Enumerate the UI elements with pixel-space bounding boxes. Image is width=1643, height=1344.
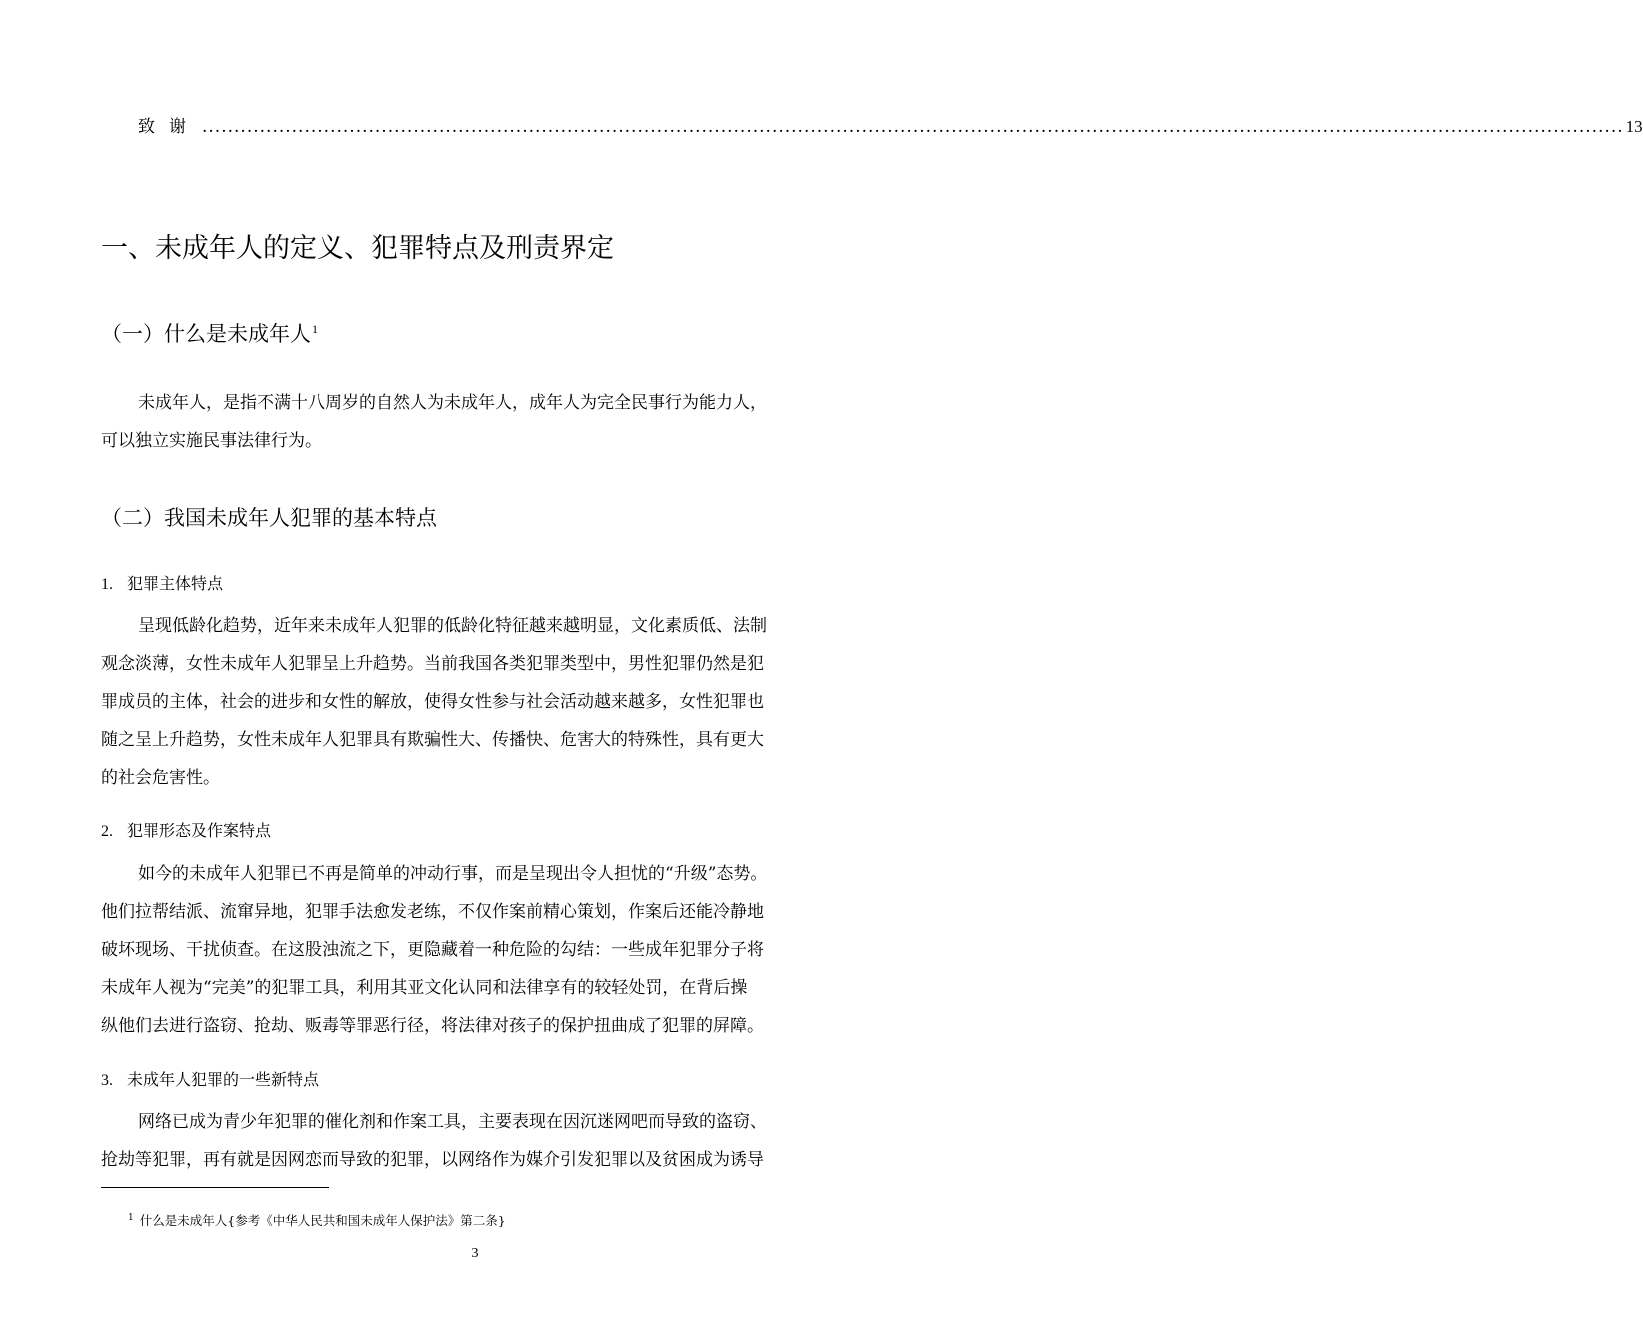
text-line: 网络已成为青少年犯罪的催化剂和作案工具，主要表现在因沉迷网吧而导致的盗窃、 bbox=[138, 1112, 767, 1132]
toc-label: 致谢 bbox=[138, 117, 200, 137]
item-heading-1 bbox=[101, 571, 223, 594]
text-line: 随之呈上升趋势，女性未成年人犯罪具有欺骗性大、传播快、危害大的特殊性，具有更大 bbox=[101, 730, 764, 750]
item-number: 3. bbox=[101, 1072, 113, 1089]
subsection-heading-1 bbox=[101, 318, 318, 348]
toc-leader-dots: .............................................................................................................................................................................................................................. bbox=[202, 117, 1624, 137]
footnote-separator bbox=[101, 1187, 329, 1188]
item-title: 犯罪形态及作案特点 bbox=[127, 821, 272, 840]
item-title: 犯罪主体特点 bbox=[127, 574, 224, 593]
text-line: 破坏现场、干扰侦查。在这股浊流之下，更隐藏着一种危险的勾结：一些成年犯罪分子将 bbox=[101, 940, 764, 960]
text-line: 抢劫等犯罪，再有就是因网恋而导致的犯罪，以网络作为媒介引发犯罪以及贫困成为诱导 bbox=[101, 1150, 764, 1170]
footnote-marker: 1 bbox=[128, 1212, 134, 1223]
text-line: 他们拉帮结派、流窜异地，犯罪手法愈发老练，不仅作案前精心策划，作案后还能冷静地 bbox=[101, 902, 764, 922]
text-line: 罪成员的主体，社会的进步和女性的解放，使得女性参与社会活动越来越多，女性犯罪也 bbox=[101, 692, 764, 712]
paragraph-new-features bbox=[101, 1103, 857, 1179]
subsection-heading-2: （二）我国未成年人犯罪的基本特点 bbox=[101, 506, 437, 530]
text-line: 如今的未成年人犯罪已不再是简单的冲动行事，而是呈现出令人担忧的“升级”态势。 bbox=[138, 864, 768, 884]
text-line: 观念淡薄，女性未成年人犯罪呈上升趋势。当前我国各类犯罪类型中，男性犯罪仍然是犯 bbox=[101, 654, 764, 674]
text-line: 未成年人视为“完美”的犯罪工具，利用其亚文化认同和法律享有的较轻处罚，在背后操 bbox=[101, 978, 748, 998]
paragraph-definition bbox=[101, 384, 857, 460]
text-line: 呈现低龄化趋势，近年来未成年人犯罪的低龄化特征越来越明显，文化素质低、法制 bbox=[138, 616, 767, 636]
toc-entry-acknowledgements[interactable] bbox=[138, 112, 1643, 142]
paragraph-crime-forms bbox=[101, 855, 857, 1045]
section-heading-1: 一、未成年人的定义、犯罪特点及刑责界定 bbox=[101, 233, 614, 264]
paragraph-subject-features bbox=[101, 607, 857, 797]
text-line: 可以独立实施民事法律行为。 bbox=[101, 431, 322, 451]
text-line: 未成年人，是指不满十八周岁的自然人为未成年人，成年人为完全民事行为能力人， bbox=[138, 393, 767, 413]
toc-page-number: 13 bbox=[1625, 117, 1643, 136]
text-line: 的社会危害性。 bbox=[101, 768, 220, 788]
item-heading-3 bbox=[101, 1067, 319, 1090]
footnote-text: 什么是未成年人{参考《中华人民共和国未成年人保护法》第二条} bbox=[139, 1213, 506, 1228]
text-line: 纵他们去进行盗窃、抢劫、贩毒等罪恶行径，将法律对孩子的保护扭曲成了犯罪的屏障。 bbox=[101, 1016, 764, 1036]
item-number: 2. bbox=[101, 823, 113, 840]
footnote-reference[interactable]: 1 bbox=[312, 322, 318, 336]
page-number: 3 bbox=[471, 1246, 479, 1261]
item-title: 未成年人犯罪的一些新特点 bbox=[127, 1070, 320, 1089]
item-heading-2 bbox=[101, 818, 271, 841]
item-number: 1. bbox=[101, 576, 113, 593]
subsection-title: （一）什么是未成年人 bbox=[101, 322, 311, 346]
footnote bbox=[128, 1211, 506, 1229]
